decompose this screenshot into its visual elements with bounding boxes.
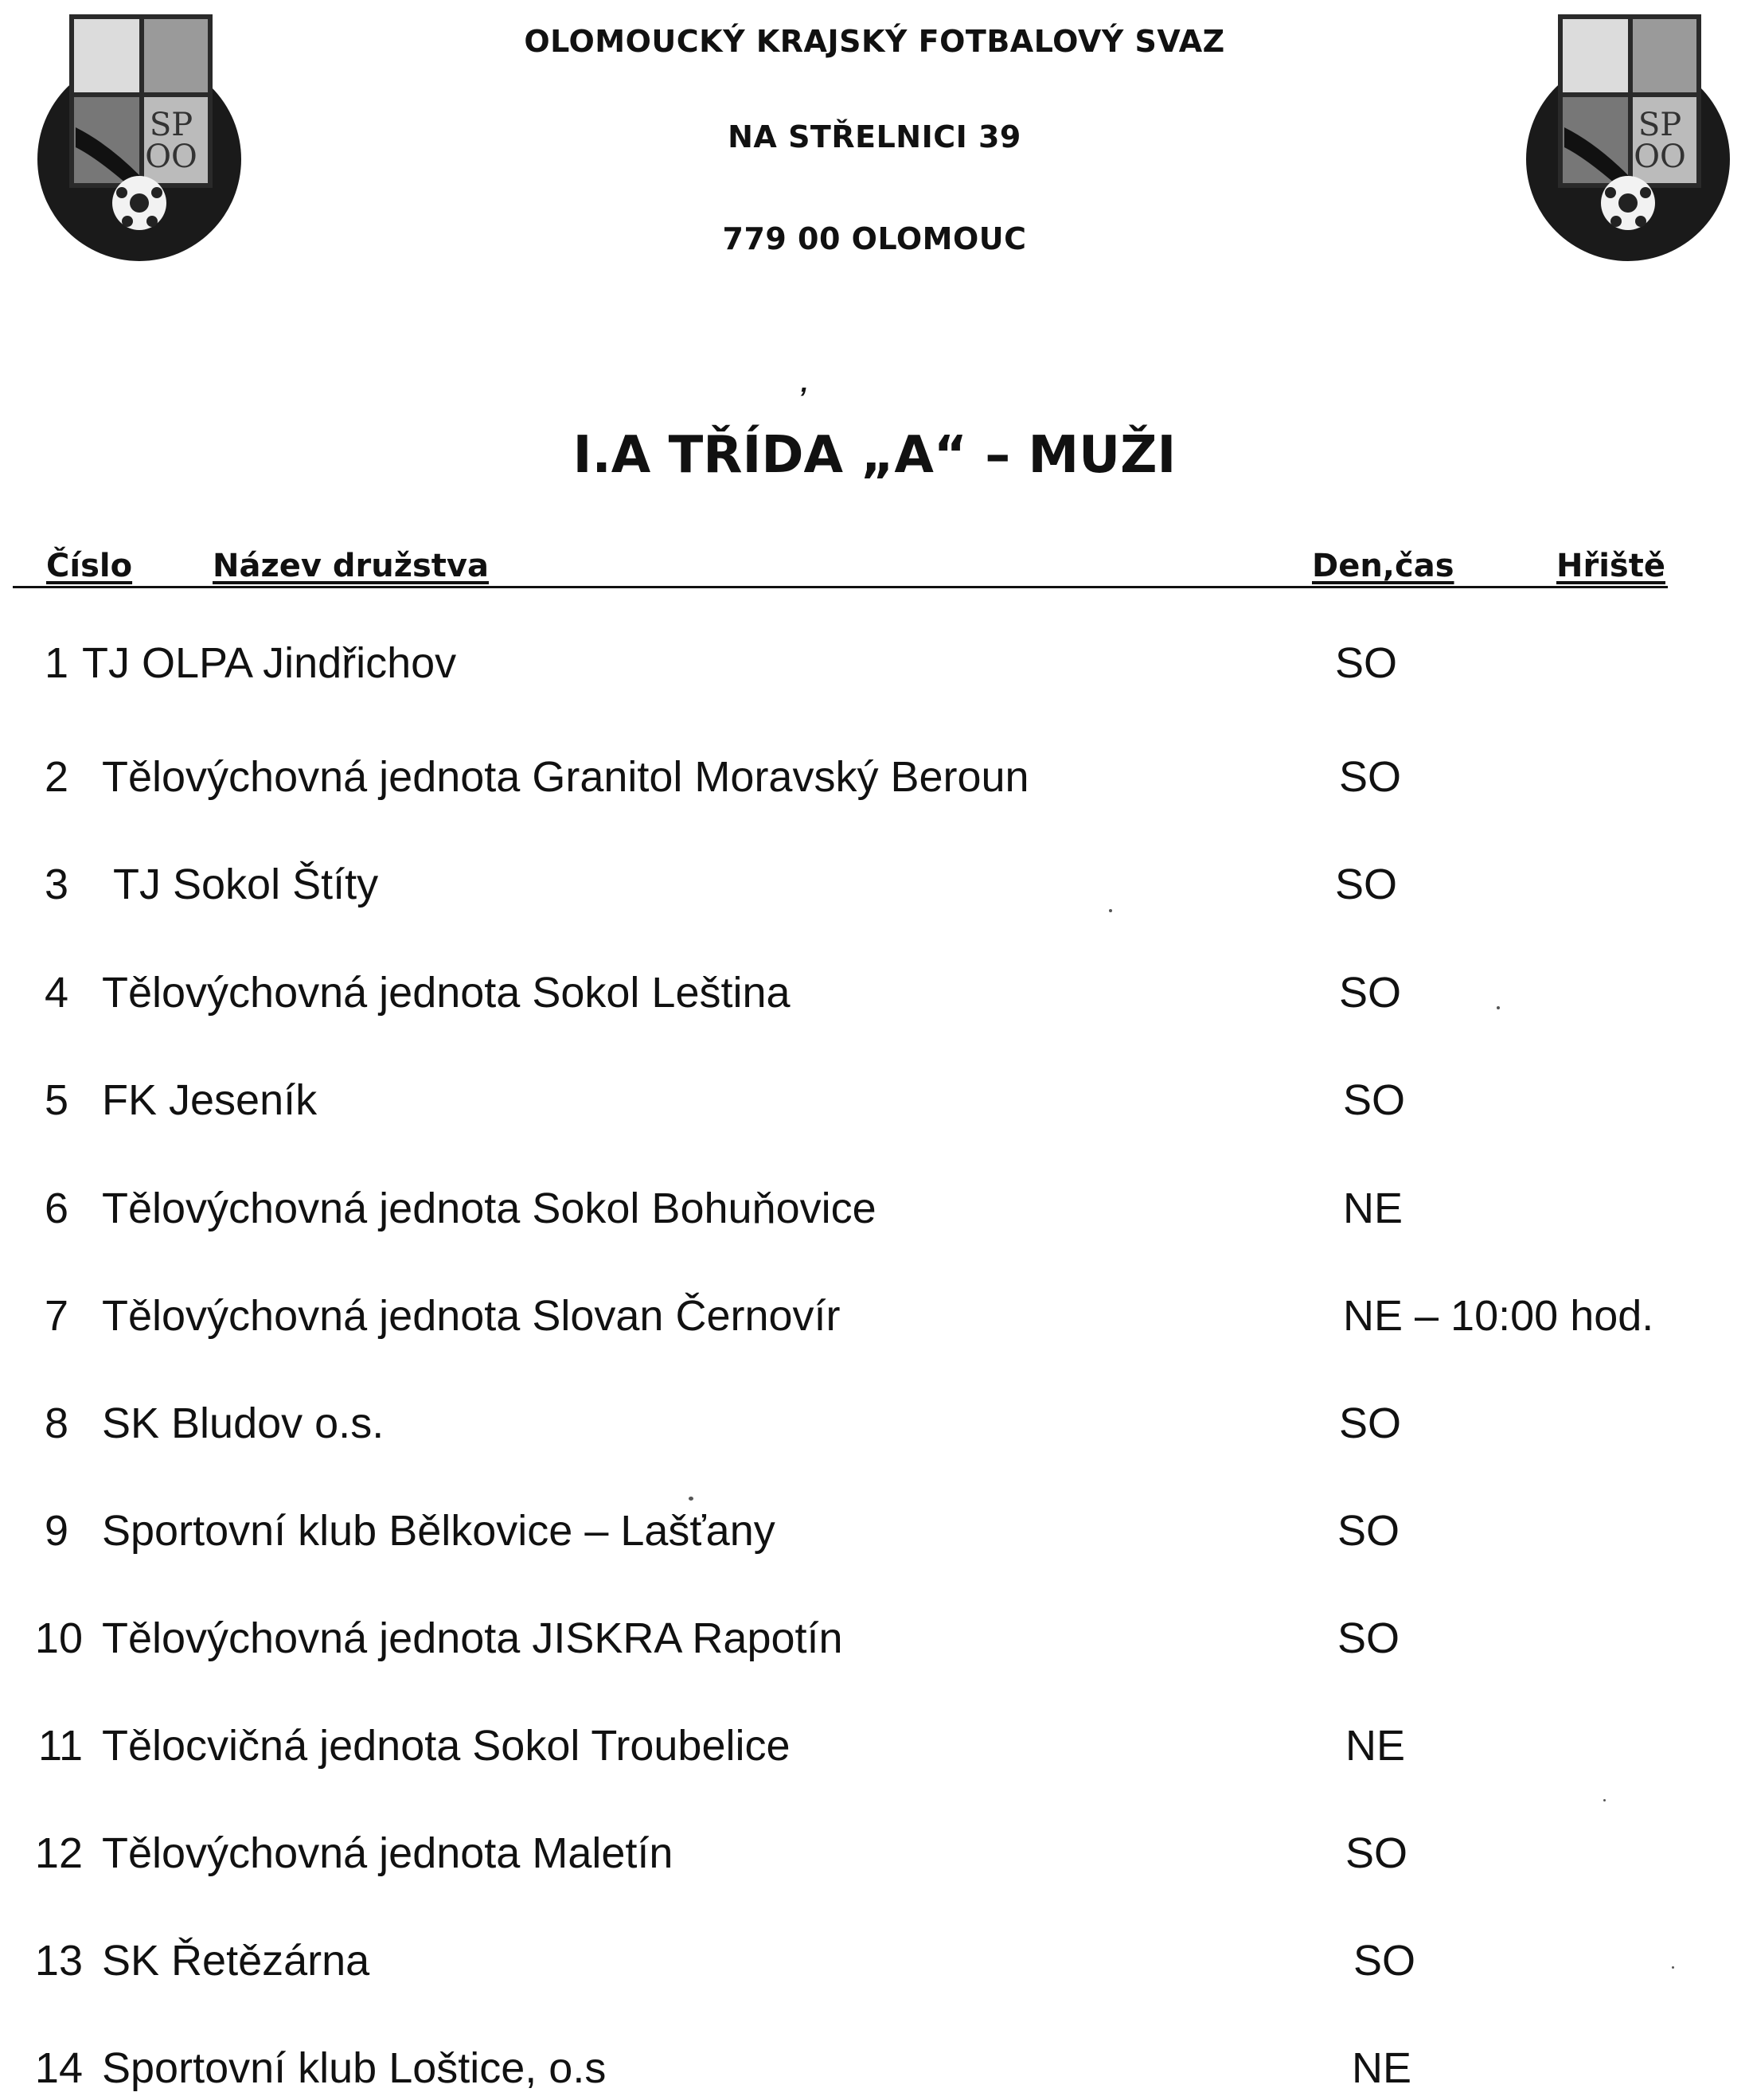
team-name: SK Bludov o.s. — [102, 1399, 385, 1447]
organization-name: OLOMOUCKÝ KRAJSKÝ FOTBALOVÝ SVAZ — [524, 24, 1225, 59]
svg-text:OO: OO — [1634, 139, 1686, 175]
team-name: FK Jeseník — [102, 1076, 318, 1124]
svg-text:OO: OO — [145, 139, 197, 175]
team-number: 8 — [44, 1399, 68, 1447]
column-header-team: Název družstva — [213, 548, 489, 584]
scan-speck — [1109, 909, 1112, 912]
team-day-time: SO — [1339, 1399, 1402, 1447]
svg-text:SP: SP — [149, 107, 193, 143]
team-name: Tělovýchovná jednota Slovan Černovír — [102, 1292, 841, 1340]
team-day-time: SO — [1335, 639, 1398, 687]
team-number: 1 — [44, 639, 68, 687]
team-day-time: SO — [1353, 1937, 1416, 1985]
header-rule — [13, 586, 1668, 588]
team-name: Sportovní klub Bělkovice – Lašťany — [102, 1507, 775, 1555]
team-number: 7 — [44, 1292, 68, 1340]
team-name: Tělovýchovná jednota Granitol Moravský Beroun — [102, 753, 1029, 801]
team-name: Tělovýchovná jednota Maletín — [102, 1829, 673, 1877]
scan-speck — [1603, 1799, 1606, 1801]
team-day-time: NE — [1352, 2044, 1412, 2092]
team-row — [0, 860, 1749, 915]
team-row — [0, 1399, 1749, 1454]
scan-speck — [1497, 1006, 1500, 1009]
team-day-time: SO — [1339, 753, 1402, 801]
team-row — [0, 1291, 1749, 1347]
team-number: 13 — [34, 1937, 83, 1985]
team-number: 2 — [44, 753, 68, 801]
team-row — [0, 1936, 1749, 1992]
team-row — [0, 1075, 1749, 1131]
team-name: Tělovýchovná jednota JISKRA Rapotín — [102, 1614, 843, 1662]
stray-mark: , — [801, 368, 809, 398]
team-name: Tělovýchovná jednota Sokol Bohuňovice — [102, 1185, 876, 1232]
team-name: SK Řetězárna — [102, 1937, 370, 1985]
column-header-day-time: Den,čas — [1312, 548, 1454, 584]
team-day-time: SO — [1343, 1076, 1406, 1124]
team-day-time: SO — [1337, 1507, 1400, 1555]
team-number: 10 — [34, 1614, 83, 1662]
team-day-time: NE — [1345, 1722, 1406, 1770]
team-number: 12 — [34, 1829, 83, 1877]
scan-speck — [689, 1497, 693, 1501]
team-row — [0, 1829, 1749, 1884]
team-day-time: SO — [1345, 1829, 1408, 1877]
team-name: Sportovní klub Loštice, o.s — [102, 2044, 607, 2092]
team-number: 4 — [44, 969, 68, 1017]
organization-street: NA STŘELNICI 39 — [728, 119, 1021, 154]
column-header-pitch: Hřiště — [1556, 548, 1665, 584]
team-row — [0, 1184, 1749, 1239]
page-title: I.A TŘÍDA „A“ – MUŽI — [572, 426, 1177, 485]
team-number: 5 — [44, 1076, 68, 1124]
team-day-time: SO — [1335, 861, 1398, 908]
team-name: Tělovýchovná jednota Sokol Leština — [102, 969, 791, 1017]
team-row — [0, 1614, 1749, 1669]
team-row — [0, 638, 1749, 694]
team-day-time: NE — [1343, 1185, 1403, 1232]
team-day-time: NE – 10:00 hod. — [1343, 1292, 1654, 1340]
team-number: 9 — [44, 1507, 68, 1555]
team-name: TJ OLPA Jindřichov — [82, 639, 457, 687]
team-number: 6 — [44, 1185, 68, 1232]
team-row — [0, 752, 1749, 808]
scan-speck — [1672, 1966, 1674, 1969]
organization-city: 779 00 OLOMOUC — [722, 221, 1027, 256]
team-name: Tělocvičná jednota Sokol Troubelice — [102, 1722, 791, 1770]
team-row — [0, 968, 1749, 1024]
team-day-time: SO — [1339, 969, 1402, 1017]
team-name: TJ Sokol Štíty — [113, 861, 379, 908]
team-row — [0, 1721, 1749, 1777]
team-number: 14 — [34, 2044, 83, 2092]
team-number: 11 — [37, 1722, 83, 1770]
svg-text:SP: SP — [1638, 107, 1682, 143]
team-row — [0, 2043, 1749, 2099]
team-day-time: SO — [1337, 1614, 1400, 1662]
column-header-number: Číslo — [46, 548, 133, 584]
team-row — [0, 1506, 1749, 1562]
team-number: 3 — [44, 861, 68, 908]
